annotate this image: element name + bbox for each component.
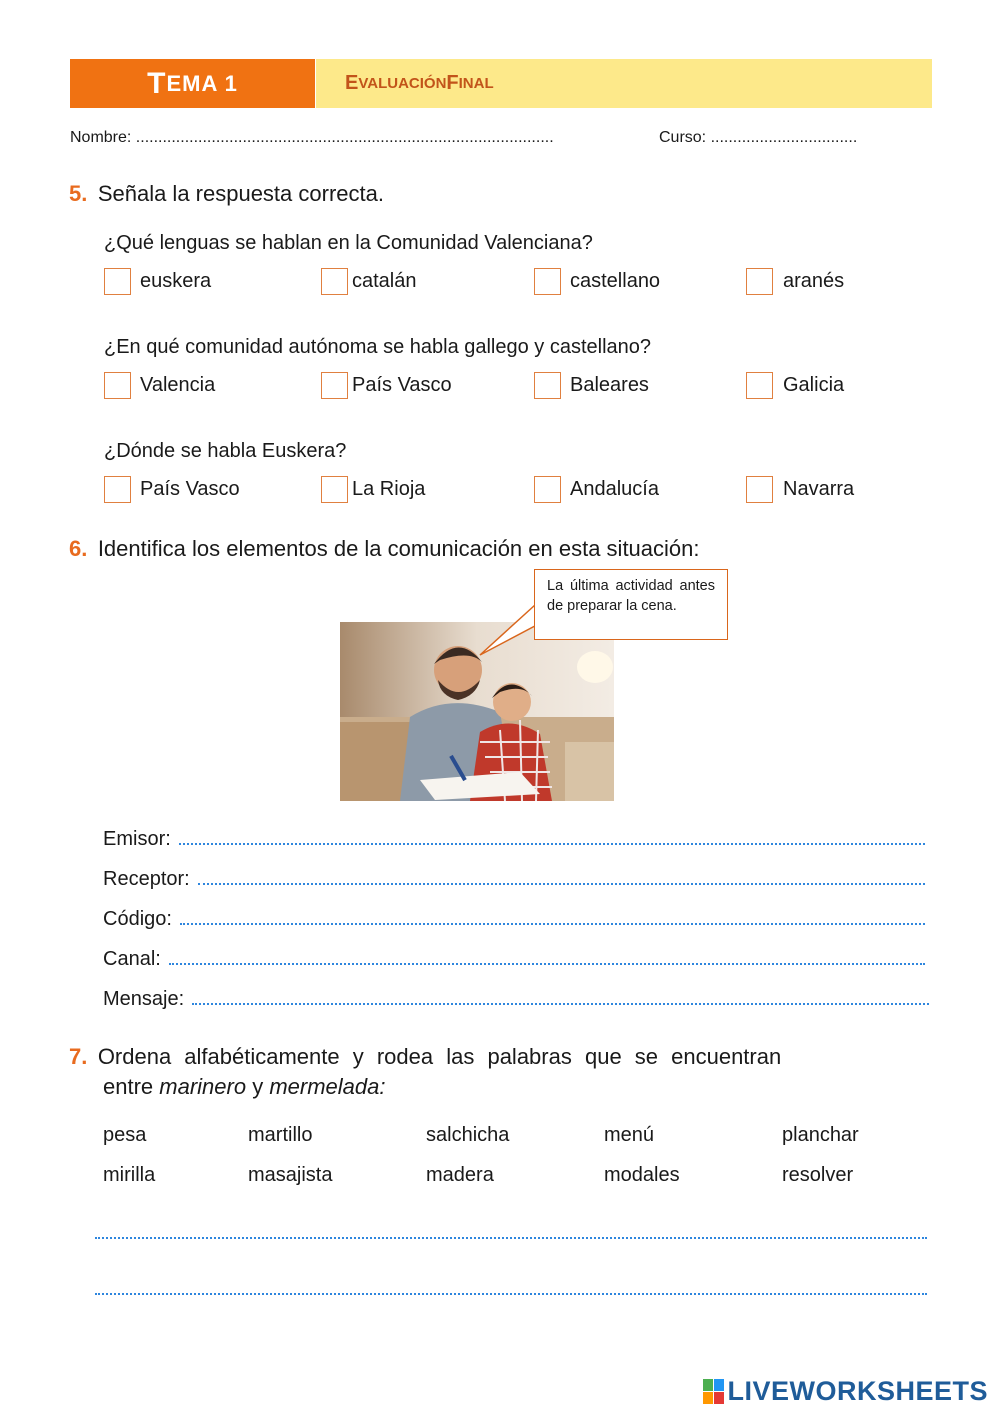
- eval-e: E: [345, 72, 359, 94]
- option-label: castellano: [570, 270, 661, 292]
- checkbox[interactable]: [104, 268, 131, 295]
- mensaje-label: Mensaje:: [103, 988, 185, 1010]
- receptor-label: Receptor:: [103, 868, 190, 890]
- checkbox[interactable]: [746, 372, 773, 399]
- option-label: catalán: [352, 270, 417, 292]
- checkbox[interactable]: [104, 372, 131, 399]
- liveworksheets-logo: [703, 1376, 988, 1407]
- option-label: aranés: [783, 270, 845, 292]
- word-item: modales: [604, 1164, 680, 1186]
- q5-sub2-option[interactable]: [746, 372, 844, 399]
- answer-dots[interactable]: [192, 991, 929, 1005]
- checkbox[interactable]: [321, 268, 348, 295]
- tema-first-letter: T: [147, 66, 167, 100]
- q7-text: y: [246, 1074, 270, 1099]
- eval-f: F: [446, 72, 459, 94]
- option-label: Baleares: [570, 374, 649, 396]
- checkbox[interactable]: [321, 476, 348, 503]
- option-label: Valencia: [140, 374, 216, 396]
- q5-sub2-option[interactable]: [104, 372, 215, 399]
- checkbox[interactable]: [534, 268, 561, 295]
- answer-line-1[interactable]: [95, 1235, 927, 1239]
- q5-sub1-option[interactable]: [746, 268, 844, 295]
- canal-label: Canal:: [103, 948, 161, 970]
- word-item: menú: [604, 1124, 655, 1146]
- evaluation-header: [316, 59, 932, 108]
- option-label: Navarra: [783, 478, 855, 500]
- q5-sub1-option[interactable]: [104, 268, 211, 295]
- word-item: masajista: [248, 1164, 333, 1186]
- q5-sub1-option[interactable]: [321, 268, 417, 295]
- mensaje-line[interactable]: [103, 988, 929, 1011]
- speech-bubble: La última actividad antes de preparar la cena.: [534, 569, 728, 640]
- emisor-line[interactable]: [103, 828, 925, 851]
- checkbox[interactable]: [534, 372, 561, 399]
- codigo-line[interactable]: [103, 908, 925, 931]
- word-item: martillo: [248, 1124, 313, 1146]
- q5-sub3-option[interactable]: [534, 476, 659, 503]
- q5-sub3-option[interactable]: [104, 476, 240, 503]
- q5-sub3-text: ¿Dónde se habla Euskera?: [104, 440, 347, 462]
- canal-line[interactable]: [103, 948, 925, 971]
- eval-rest2: INAL: [458, 75, 494, 92]
- nombre-field[interactable]: Nombre: ..............................................................................................: [70, 129, 554, 146]
- q5-sub1-option[interactable]: [534, 268, 660, 295]
- option-label: Andalucía: [570, 478, 659, 500]
- q7-text: entre: [103, 1074, 160, 1099]
- word-item: planchar: [782, 1124, 859, 1146]
- q6-heading: [69, 536, 700, 562]
- q7-number: 7.: [69, 1044, 88, 1069]
- codigo-label: Código:: [103, 908, 172, 930]
- option-label: La Rioja: [352, 478, 426, 500]
- checkbox[interactable]: [746, 476, 773, 503]
- checkbox[interactable]: [746, 268, 773, 295]
- checkbox[interactable]: [104, 476, 131, 503]
- tema-header: [70, 59, 315, 108]
- answer-dots[interactable]: [180, 911, 925, 925]
- eval-rest1: VALUACIÓN: [358, 75, 447, 92]
- option-label: Galicia: [783, 374, 845, 396]
- option-label: País Vasco: [140, 478, 240, 500]
- tema-label: EMA 1: [166, 70, 238, 96]
- q5-heading: [69, 181, 384, 207]
- q6-number: 6.: [69, 536, 88, 561]
- option-label: euskera: [140, 270, 212, 292]
- checkbox[interactable]: [321, 372, 348, 399]
- liveworksheets-icon: [703, 1379, 725, 1405]
- q5-sub3-option[interactable]: [321, 476, 425, 503]
- q5-sub2-text: ¿En qué comunidad autónoma se habla gallego y castellano?: [104, 336, 652, 358]
- option-label: País Vasco: [352, 374, 452, 396]
- q5-title: Señala la respuesta correcta.: [97, 181, 384, 206]
- logo-text: LIVEWORKSHEETS: [727, 1376, 988, 1406]
- word-item: resolver: [782, 1164, 854, 1186]
- q5-sub2-option[interactable]: [534, 372, 649, 399]
- answer-dots[interactable]: [169, 951, 925, 965]
- q5-sub2-option[interactable]: [321, 372, 452, 399]
- word-item: madera: [426, 1164, 494, 1186]
- q5-number: 5.: [69, 181, 88, 206]
- q5-sub3-option[interactable]: [746, 476, 854, 503]
- q7-line1: Ordena alfabéticamente y rodea las palabras que se encuentran: [97, 1044, 782, 1069]
- word-item: mirilla: [103, 1164, 156, 1186]
- q7-line2: [103, 1074, 385, 1100]
- q5-sub1-text: ¿Qué lenguas se hablan en la Comunidad Valenciana?: [104, 232, 593, 254]
- q7-word-mermelada: mermelada:: [269, 1074, 386, 1099]
- q7-word-marinero: marinero: [159, 1074, 247, 1099]
- checkbox[interactable]: [534, 476, 561, 503]
- word-item: pesa: [103, 1124, 147, 1146]
- answer-line-2[interactable]: [95, 1291, 927, 1295]
- answer-dots[interactable]: [179, 831, 925, 845]
- answer-dots[interactable]: [198, 871, 925, 885]
- q7-heading: [69, 1044, 829, 1070]
- word-item: salchicha: [426, 1124, 510, 1146]
- emisor-label: Emisor:: [103, 828, 171, 850]
- receptor-line[interactable]: [103, 868, 925, 891]
- curso-field[interactable]: Curso: .................................: [659, 129, 858, 146]
- q6-title: Identifica los elementos de la comunicación en esta situación:: [97, 536, 700, 561]
